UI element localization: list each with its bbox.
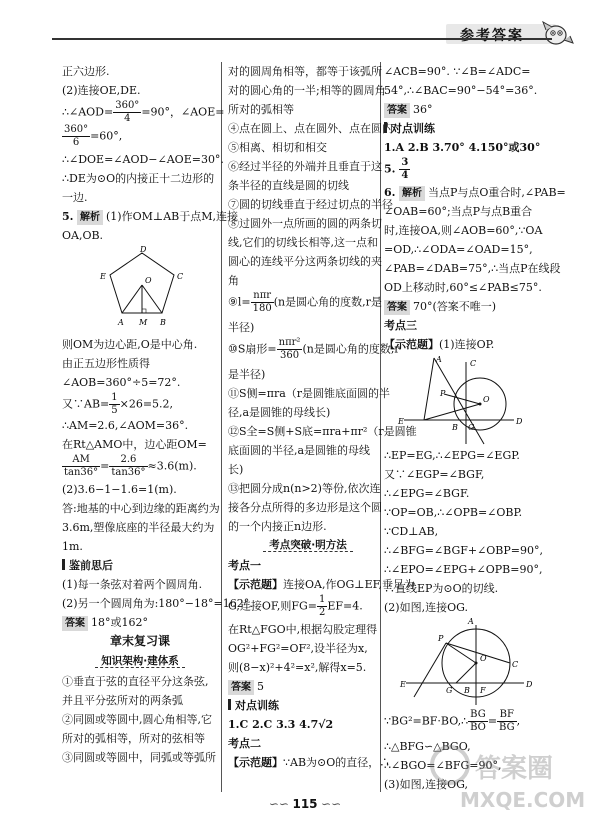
text-line: 由正五边形性质得 [62,357,150,370]
text-line: 半径) [228,321,255,334]
column-right [384,62,566,794]
text-line: 答:地基的中心到边缘的距离约为 [62,502,220,515]
text-line: (2)连接OE,DE. [62,84,141,97]
text-line: 54°,∴∠BAC=90°−54°=36°. [384,84,538,97]
text-line: ⑨l= $\frac{\text{nπr}}{180}$ (n是圆心角的度数,r是 [228,290,382,314]
text-line: ⑩S扇形= $\frac{\text{nπr²}}{360}$ (n是圆心角的度数,r [228,337,400,361]
text-line: 1.C 2.C 3.3 4.7√2 [228,718,334,731]
text-line: ∴∠EPG=∠BGF. [384,487,470,500]
text-line: 在Rt△FGO中,根据勾股定理得 [228,623,378,636]
text-line: 1m. [62,540,83,553]
svg-text:P: P [438,634,444,643]
topic-heading: 考点二 [228,737,261,750]
pentagon-figure [62,245,218,335]
svg-text:E: E [100,272,106,281]
text-line: ∴∠AOD= $\frac{360^\circ}{4}$ =90°，∠AOE= [62,100,225,124]
svg-text:MXQE.COM: MXQE.COM [460,788,586,812]
text-line: OA,OB. [62,229,104,242]
svg-text:D: D [140,245,147,254]
text-line: ∠ACB=90°. ∵∠B=∠ADC= [384,65,531,78]
svg-text:C: C [512,660,519,669]
text-line: 一边. [62,191,88,204]
text-line: 又∵AB= $\frac{1}{5}$ ×26=5.2, [62,392,174,416]
text-line: ⑥经过半径的外端并且垂直于这 [228,160,382,173]
page-header [0,0,610,58]
text-line: ⑤相离、相切和相交 [228,141,327,154]
fraction: $\frac{2.6}{\tan 36^\circ}$ [111,454,146,478]
text-line: ∵BG²=BF·BO,∴ $\frac{BG}{BO}$ = $\frac{BF}{BG}$ , [384,709,521,733]
text-line: ∴∠EPO=∠EPG+∠OPB=90°, [384,563,543,576]
text-line: OG²+FG²=OF²,设半径为x, [228,642,368,655]
text-line: 径,a是圆锥的母线长) [228,406,331,419]
section-heading: 鉴前思后 [62,556,218,575]
answer-tag: 答案 [62,616,88,631]
text-line: 【示范题】连接OA,作OG⊥EF,垂足为 [228,578,416,591]
fraction: $\frac{AM}{\tan 36^\circ}$ [64,454,99,478]
fraction: $\frac{1}{2}$ [318,594,326,618]
ornament-left-icon: ∽∽ [268,797,289,811]
text-line: ∠OAB=60°;当点P与点B重合 [384,205,533,218]
text-line: 长) [228,463,244,476]
text-line: ∵OP=OB,∴∠OPB=∠OBP. [384,506,523,519]
text-line: 【示范题】∵AB为⊙O的直径，∴ [228,756,391,769]
text-line: 5. 解析 (1)作OM⊥AB于点M,连接 [62,210,238,223]
answer-tag: 答案 [228,680,254,695]
svg-text:A: A [468,617,474,626]
ornament-right-icon: ∽∽ [321,797,342,811]
text-line: 线,它们的切线长相等,这一点和 [228,236,378,249]
text-line: ∠AOB=360°÷5=72°. [62,376,181,389]
svg-text:C: C [177,272,184,281]
text-line: 6. 解析 当点P与点O重合时,∠PAB= [384,186,566,199]
svg-text:B: B [452,423,458,432]
text-line: ⑪S侧=πra（r是圆锥底面圆的半 [228,387,391,400]
svg-text:B: B [464,686,470,695]
text-line: ④点在圆上、点在圆外、点在圆内 [228,122,393,135]
answer-tag: 答案 [384,300,410,315]
fraction: $\frac{BF}{BG}$ [499,709,515,733]
text-line: 条半径的直线是圆的切线 [228,179,349,192]
page-footer [0,795,610,819]
header-title: 参考答案 [460,28,524,44]
text-line: $\frac{360^\circ}{6}$ =60°, [64,124,123,148]
tangent-figure-1 [384,354,556,446]
text-line: ②同圆或等圆中,圆心角相等,它 [62,713,212,726]
text-line: ⑬把圆分成n(n>2)等份,依次连 [228,482,381,495]
text-line: 在Rt△AMO中，边心距OM= [62,438,207,451]
text-line: ⑫S全=S侧+S底=πra+πr²（r是圆锥 [228,425,417,438]
column-divider-1 [221,62,222,792]
fraction: $\frac{360^\circ}{4}$ [115,100,140,124]
text-line: ①垂直于弦的直径平分这条弦, [62,675,209,688]
svg-text:B: B [160,318,166,327]
text-line: ∴直线EP为⊙O的切线. [384,582,499,595]
chapter-title: 章末复习课 [109,634,170,648]
text-line: (3)如图,连接OG, [384,778,468,791]
answer-tag: 答案 [384,103,410,118]
fraction: $\frac{3}{4}$ [401,157,409,181]
text-line: 所对的弧相等 [228,103,294,116]
section-heading: 对点训练 [384,119,556,138]
svg-text:O: O [483,395,490,404]
page-number: 115 [292,797,318,811]
text-line: (2)3.6−1−1.6=1(m). [62,483,177,496]
svg-text:O: O [145,276,152,285]
text-line: 是半径) [228,368,266,381]
svg-text:E: E [398,417,404,426]
analysis-tag: 解析 [399,186,425,201]
tangent-figure-2 [384,617,556,709]
svg-text:D: D [526,680,533,689]
svg-text:P: P [440,389,446,398]
text-line: (2)如图,连接OG. [384,601,468,614]
section-heading: 对点训练 [228,696,388,715]
text-line: 1.A 2.B 3.70° 4.150°或30° [384,141,541,154]
section-banner: 考点突破·明方法 [228,536,388,556]
text-line: ③同圆或等圆中，同弧或等弧所 [62,751,216,764]
topic-heading: 考点一 [228,559,261,572]
text-line: (1)每一条弦对着两个圆周角. [62,578,203,591]
text-line: ∴AM=2.6,∠AOM=36°. [62,419,189,432]
mascot-icon [540,18,576,48]
text-line: OD上移动时,60°≤∠PAB≤75°. [384,281,542,294]
answer-line: 答案 70°(答案不唯一) [384,297,556,316]
svg-text:G: G [446,686,453,695]
text-line: 【示范题】(1)连接OP. [384,338,495,351]
fraction: $\frac{BG}{BO}$ [470,709,486,733]
svg-text:G: G [468,423,475,432]
header-rule [52,38,552,40]
text-line: 接各分点所得的多边形是这个圆 [228,501,382,514]
text-line: ∴DE为⊙O的内接正十二边形的 [62,172,215,185]
text-line: 并且平分弦所对的两条弧 [62,694,183,707]
text-line: 的一个内接正n边形. [228,520,327,533]
svg-text:O: O [480,654,487,663]
text-line: $\frac{AM}{\tan 36^\circ}$ = $\frac{2.6}{\tan 36^\circ}$ ≈3.6(m). [64,454,197,478]
text-line: ∵CD⊥AB, [384,525,439,538]
text-line: G,连接OF,则FG= $\frac{1}{2}$ EF=4. [228,594,363,618]
text-line: (2)另一个圆周角为:180°−18°=162°. [62,597,253,610]
svg-text:A: A [118,318,124,327]
text-line: 对的圆心角的一半;相等的圆周角 [228,84,386,97]
text-line: ∴∠DOE=∠AOD−∠AOE=30°. [62,153,224,166]
text-line: ∴△BFG∽△BGO, [384,740,471,753]
section-banner: 知识架构·建体系 [62,652,218,672]
svg-text:F: F [480,686,486,695]
text-line: 5. $\frac{3}{4}$ [384,157,409,181]
svg-text:E: E [400,680,406,689]
text-line: =OD,∴∠ODA=∠OAD=15°, [384,243,533,256]
svg-text:答案圈: 答案圈 [475,754,554,784]
text-line: 对的圆周角相等，都等于该弧所 [228,65,382,78]
text-line: 正六边形. [62,65,110,78]
text-line: 则OM为边心距,O是中心角. [62,338,198,351]
text-line: 角 [228,274,239,287]
text-line: 圆心的连线平分这两条切线的夹 [228,255,382,268]
svg-text:M: M [139,318,148,327]
text-line: ∴∠BGO=∠BFG=90°, [384,759,502,772]
fraction: $\frac{\text{nπr}}{180}$ [252,290,272,314]
analysis-tag: 解析 [77,210,103,225]
answer-line: 答案 5 [228,677,388,696]
text-line: ∠PAB=∠DAB=75°,∴当点P在线段 [384,262,561,275]
text-line: 所对的弧相等，所对的弦相等 [62,732,205,745]
fraction: $\frac{1}{5}$ [111,392,118,416]
text-line: 底面圆的半径,a是圆锥的母线 [228,444,371,457]
text-line: ⑦圆的切线垂直于经过切点的半径 [228,198,393,211]
text-line: ⑧过圆外一点所画的圆的两条切 [228,217,382,230]
answer-line: 答案 36° [384,100,556,119]
svg-text:C: C [470,359,477,368]
text-line: ∴∠BFG=∠BGF+∠OBP=90°, [384,544,544,557]
text-line: 又∵∠EGP=∠BGF, [384,468,485,481]
text-line: 时,连接OA,则∠AOB=60°,∵OA [384,224,543,237]
topic-heading: 考点三 [384,319,417,332]
fraction: $\frac{360^\circ}{6}$ [64,124,89,148]
text-line: ∴EP=EG,∴∠EPG=∠EGP. [384,449,520,462]
answer-line: 答案 18°或162° [62,613,218,632]
text-line: 则(8−x)²+4²=x²,解得x=5. [228,661,367,674]
fraction: $\frac{\text{nπr²}}{360}$ [278,337,301,361]
svg-text:D: D [516,417,523,426]
svg-text:A: A [436,355,442,364]
text-line: 3.6m,塑像底座的半径最大约为 [62,521,215,534]
